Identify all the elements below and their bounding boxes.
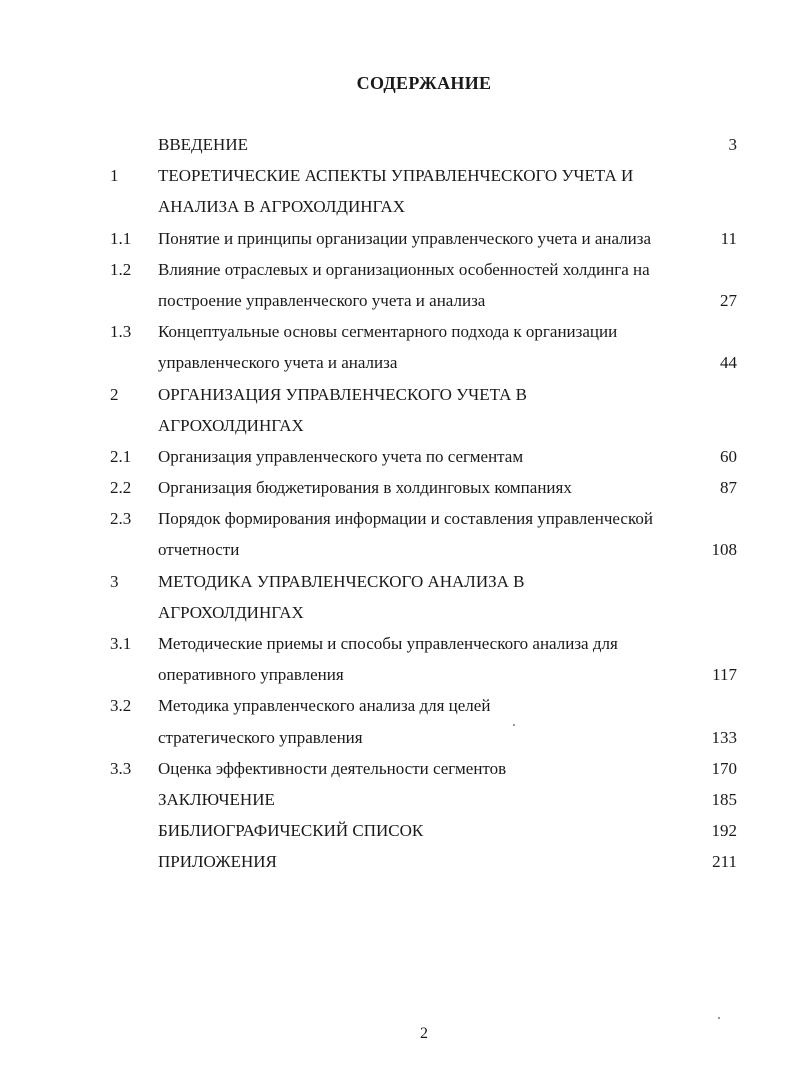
toc-row (0, 223, 794, 254)
toc-row (0, 472, 794, 503)
toc-row (0, 846, 794, 877)
toc-page-number: 170 (711, 758, 737, 778)
toc-entry-text: отчетности (158, 540, 240, 560)
toc-row (0, 784, 794, 815)
toc-entry-text: ПРИЛОЖЕНИЯ (158, 852, 277, 872)
toc-section-number: 2.3 (110, 509, 132, 529)
toc-page-number: 87 (720, 478, 737, 498)
toc-entry-text: ВВЕДЕНИЕ (158, 135, 248, 154)
table-of-contents (0, 129, 794, 878)
scan-speck (513, 724, 515, 726)
toc-row (0, 566, 794, 597)
toc-row (0, 160, 794, 191)
toc-entry-text: построение управленческого учета и анализа (158, 290, 486, 310)
toc-section-number: 1.3 (110, 322, 132, 342)
toc-row (0, 347, 794, 378)
toc-entry-text: Методические приемы и способы управленческого анализа для (158, 634, 618, 653)
toc-row (0, 534, 794, 565)
toc-row (0, 285, 794, 316)
toc-row (0, 815, 794, 846)
toc-entry-text: АНАЛИЗА В АГРОХОЛДИНГАХ (158, 197, 406, 217)
toc-section-number: 2.2 (110, 478, 132, 498)
toc-row (0, 753, 794, 784)
toc-page-number: 60 (720, 446, 737, 466)
toc-entry-text: МЕТОДИКА УПРАВЛЕНЧЕСКОГО АНАЛИЗА В (158, 571, 525, 591)
toc-row (0, 597, 794, 628)
toc-row (0, 316, 794, 347)
toc-page-number: 44 (720, 353, 737, 373)
toc-entry-text: Методика управленческого анализа для целей (158, 696, 491, 716)
toc-page-number: 11 (720, 228, 737, 248)
toc-page-number: 27 (720, 290, 737, 310)
toc-row (0, 659, 794, 690)
toc-row (0, 379, 794, 410)
toc-row (0, 254, 794, 285)
page-number: 2 (420, 1025, 428, 1042)
toc-entry-text: Концептуальные основы сегментарного подхода к организации (158, 322, 618, 342)
toc-entry-text: ОРГАНИЗАЦИЯ УПРАВЛЕНЧЕСКОГО УЧЕТА В (158, 384, 527, 404)
toc-entry-text: Оценка эффективности деятельности сегментов (158, 758, 507, 778)
toc-section-number: 2.1 (110, 446, 132, 466)
toc-row (0, 191, 794, 222)
toc-section-number: 3.1 (110, 634, 132, 653)
toc-entry-text: ТЕОРЕТИЧЕСКИЕ АСПЕКТЫ УПРАВЛЕНЧЕСКОГО УЧЕТА И (158, 166, 634, 186)
toc-section-number: 2 (110, 384, 119, 404)
toc-entry-text: Влияние отраслевых и организационных особенностей холдинга на (158, 259, 650, 279)
toc-entry-text: АГРОХОЛДИНГАХ (158, 602, 304, 622)
toc-row (0, 503, 794, 534)
toc-row (0, 410, 794, 441)
toc-page-number: 117 (712, 665, 737, 685)
toc-entry-text: стратегического управления (158, 727, 363, 747)
toc-section-number: 3.3 (110, 758, 132, 778)
toc-page-number: 133 (711, 727, 737, 747)
toc-page-number: 3 (728, 135, 737, 154)
toc-section-number: 1.1 (110, 228, 132, 248)
toc-entry-text: Организация управленческого учета по сегментам (158, 446, 524, 466)
toc-section-number: 3.2 (110, 696, 132, 716)
toc-entry-text: Организация бюджетирования в холдинговых компаниях (158, 478, 572, 498)
toc-page-number: 211 (712, 852, 737, 872)
scan-speck (718, 1017, 720, 1019)
toc-entry-text: Порядок формирования информации и составления управленческой (158, 509, 653, 529)
toc-entry-text: ЗАКЛЮЧЕНИЕ (158, 789, 275, 809)
toc-row (0, 441, 794, 472)
toc-entry-text: управленческого учета и анализа (158, 353, 398, 373)
toc-row (0, 722, 794, 753)
toc-row (0, 129, 794, 160)
toc-entry-text: Понятие и принципы организации управленческого учета и анализа (158, 228, 652, 248)
toc-entry-text: АГРОХОЛДИНГАХ (158, 415, 304, 435)
toc-page-number: 108 (711, 540, 737, 560)
toc-page-number: 192 (711, 821, 737, 841)
toc-entry-text: оперативного управления (158, 665, 344, 685)
toc-row (0, 690, 794, 721)
toc-row (0, 628, 794, 659)
toc-page-number: 185 (711, 789, 737, 809)
toc-entry-text: БИБЛИОГРАФИЧЕСКИЙ СПИСОК (158, 821, 424, 841)
toc-section-number: 1.2 (110, 259, 132, 279)
toc-title: СОДЕРЖАНИЕ (356, 73, 492, 93)
toc-section-number: 1 (110, 166, 119, 186)
toc-section-number: 3 (110, 571, 119, 591)
